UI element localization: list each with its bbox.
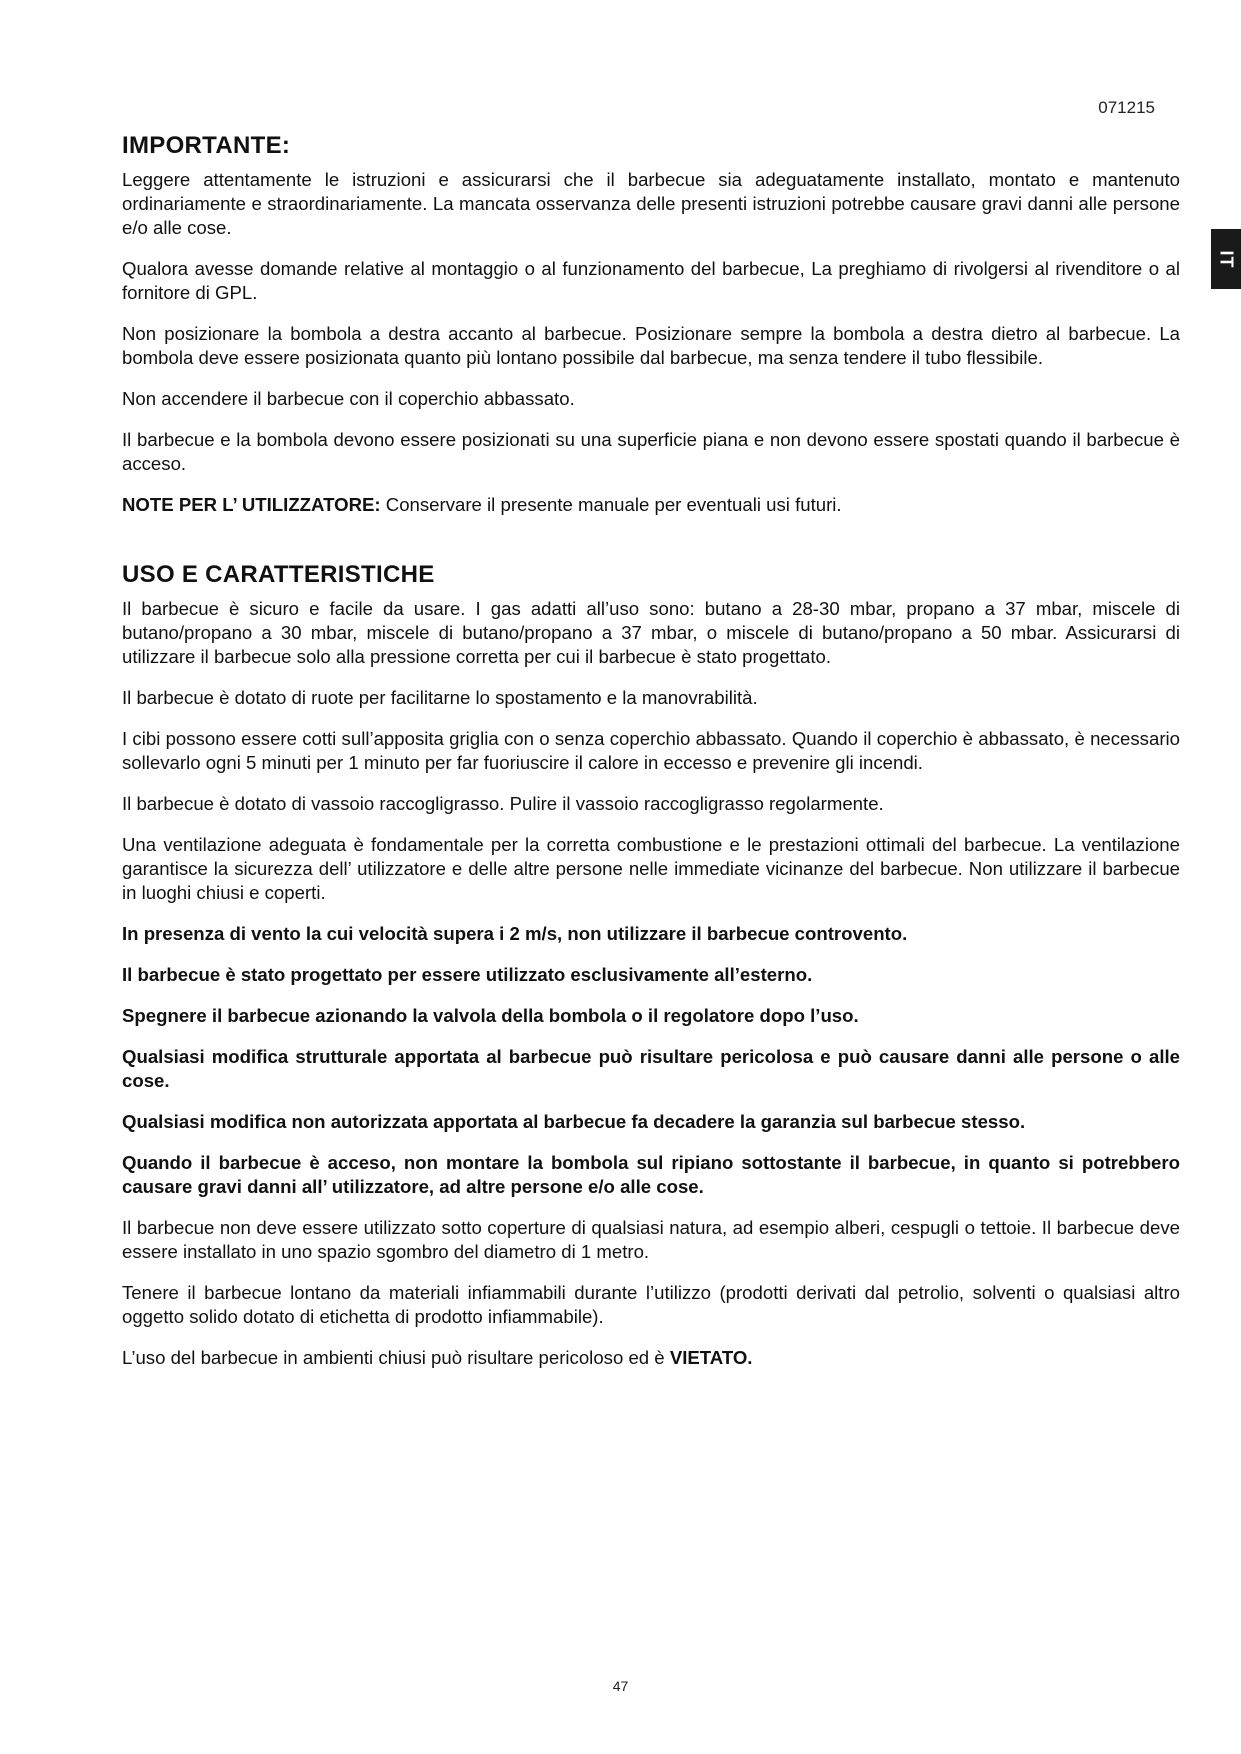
- user-note: [122, 493, 1180, 517]
- user-note-label: NOTE PER L’ UTILIZZATORE:: [122, 494, 381, 515]
- document-code: 071215: [1098, 98, 1155, 117]
- paragraph: Il barbecue è dotato di ruote per facilitarne lo spostamento e la manovrabilità.: [122, 687, 758, 708]
- warning-paragraph: Qualsiasi modifica strutturale apportata al barbecue può risultare pericolosa e può causare danni alle persone o alle cose.: [122, 1046, 1180, 1091]
- final-paragraph: [122, 1346, 1180, 1370]
- paragraph: Qualora avesse domande relative al montaggio o al funzionamento del barbecue, La preghiamo di rivolgersi al rivenditore o al fornitore di GPL.: [122, 258, 1180, 303]
- paragraph: I cibi possono essere cotti sull’apposita griglia con o senza coperchio abbassato. Quando il coperchio è abbassato, è necessario sollevarlo ogni 5 minuti per 1 minuto per far fuoriuscire il calore in eccesso e prevenire gli incendi.: [122, 728, 1180, 773]
- paragraph: Il barbecue è dotato di vassoio raccogligrasso. Pulire il vassoio raccogligrasso regolarmente.: [122, 793, 884, 814]
- paragraph: Il barbecue e la bombola devono essere posizionati su una superficie piana e non devono essere spostati quando il barbecue è acceso.: [122, 429, 1180, 474]
- user-note-text: Conservare il presente manuale per eventuali usi futuri.: [380, 494, 842, 515]
- page-content: [122, 132, 1180, 1387]
- section-title-uso: USO E CARATTERISTICHE: [122, 561, 435, 588]
- warning-paragraph: Il barbecue è stato progettato per essere utilizzato esclusivamente all’esterno.: [122, 964, 813, 985]
- paragraph: Una ventilazione adeguata è fondamentale per la corretta combustione e le prestazioni ottimali del barbecue. La ventilazione garantisce la sicurezza dell’ utilizzatore e delle altre persone nelle immediate vicinanze del barbecue. Non utilizzare il barbecue in luoghi chiusi e coperti.: [122, 834, 1180, 903]
- paragraph: Il barbecue è sicuro e facile da usare. I gas adatti all’uso sono: butano a 28-30 mbar, propano a 37 mbar, miscele di butano/propano a 30 mbar, miscele di butano/propano a 37 mbar, o miscele di butano/propano a 50 mbar. Assicurarsi di utilizzare il barbecue solo alla pressione corretta per cui il barbecue è stato progettato.: [122, 598, 1180, 667]
- paragraph: Non posizionare la bombola a destra accanto al barbecue. Posizionare sempre la bombola a destra dietro al barbecue. La bombola deve essere posizionata quanto più lontano possibile dal barbecue, ma senza tendere il tubo flessibile.: [122, 323, 1180, 368]
- warning-paragraph: Quando il barbecue è acceso, non montare la bombola sul ripiano sottostante il barbecue, in quanto si potrebbero causare gravi danni all’ utilizzatore, ad altre persone e/o alle cose.: [122, 1152, 1180, 1197]
- page-number: 47: [612, 1678, 629, 1694]
- warning-paragraph: Qualsiasi modifica non autorizzata apportata al barbecue fa decadere la garanzia sul barbecue stesso.: [122, 1111, 1026, 1132]
- language-tab: [1211, 229, 1241, 289]
- paragraph: Il barbecue non deve essere utilizzato sotto coperture di qualsiasi natura, ad esempio alberi, cespugli o tettoie. Il barbecue deve essere installato in uno spazio sgombro del diametro di 1 metro.: [122, 1217, 1180, 1262]
- language-tab-label: IT: [1216, 250, 1237, 268]
- paragraph: Tenere il barbecue lontano da materiali infiammabili durante l’utilizzo (prodotti derivati dal petrolio, solventi o qualsiasi altro oggetto solido dotato di etichetta di prodotto infiammabile).: [122, 1282, 1180, 1327]
- warning-paragraph: In presenza di vento la cui velocità supera i 2 m/s, non utilizzare il barbecue controvento.: [122, 923, 908, 944]
- final-bold: VIETATO.: [669, 1347, 753, 1368]
- section-title-importante: IMPORTANTE:: [122, 132, 291, 159]
- paragraph: Leggere attentamente le istruzioni e assicurarsi che il barbecue sia adeguatamente installato, montato e mantenuto ordinariamente e straordinariamente. La mancata osservanza delle presenti istruzioni potrebbe causare gravi danni alle persone e/o alle cose.: [122, 169, 1180, 238]
- final-text: L’uso del barbecue in ambienti chiusi può risultare pericoloso ed è: [122, 1347, 670, 1368]
- paragraph: Non accendere il barbecue con il coperchio abbassato.: [122, 388, 575, 409]
- warning-paragraph: Spegnere il barbecue azionando la valvola della bombola o il regolatore dopo l’uso.: [122, 1005, 859, 1026]
